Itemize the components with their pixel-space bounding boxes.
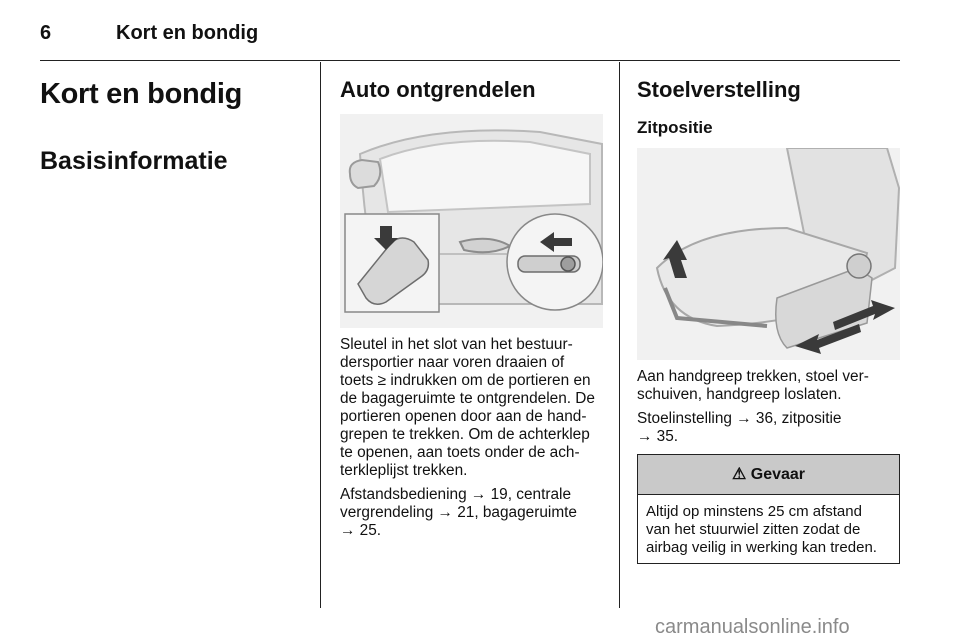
warning-body: [638, 495, 899, 557]
column-divider-left: [320, 62, 321, 608]
warning-header: [638, 455, 899, 495]
cross-reference-line[interactable]: → 35.: [637, 428, 679, 445]
header-rule: [40, 60, 900, 61]
warning-icon: ⚠: [731, 466, 747, 483]
warning-line: Altijd op minstens 25 cm afstand: [646, 503, 862, 520]
unlock-instructions: [340, 336, 610, 546]
danger-warning-box: [637, 454, 900, 564]
seat-cross-reference-paragraph: [637, 410, 900, 446]
chapter-title: Kort en bondig: [40, 78, 242, 110]
text-line: schuiven, handgreep loslaten.: [637, 386, 842, 403]
cross-reference-line[interactable]: vergrendeling → 21, bagageruimte: [340, 504, 577, 521]
car-unlock-illustration: [340, 114, 603, 328]
warning-line: van het stuurwiel zitten zodat de: [646, 521, 861, 538]
page-header: [40, 18, 900, 60]
page-number: 6: [40, 22, 52, 44]
cross-reference-line[interactable]: Stoelinstelling → 36, zitpositie: [637, 410, 842, 427]
text-line: toets ≥ indrukken om de portieren en: [340, 372, 591, 389]
unlock-heading: Auto ontgrendelen: [340, 77, 536, 102]
section-title: Basisinformatie: [40, 147, 228, 175]
seat-paragraph: [637, 368, 900, 404]
seat-heading: Stoelverstelling: [637, 77, 801, 102]
seat-subheading: Zitpositie: [637, 118, 713, 137]
cross-reference-paragraph: [340, 486, 610, 540]
warning-line: airbag veilig in werking kan treden.: [646, 539, 877, 556]
text-line: dersportier naar voren draaien of: [340, 354, 565, 371]
text-line: te openen, aan toets onder de ach-: [340, 444, 580, 461]
column-divider-right: [619, 62, 620, 608]
text-line: de bagageruimte te ontgrendelen. De: [340, 390, 595, 407]
text-line: grepen te trekken. Om de achterklep: [340, 426, 590, 443]
seat-adjust-illustration: [637, 148, 900, 360]
cross-reference-line[interactable]: Afstandsbediening → 19, centrale: [340, 486, 572, 503]
unlock-paragraph: [340, 336, 610, 480]
warning-title: Gevaar: [750, 466, 806, 483]
cross-reference-line[interactable]: → 25.: [340, 522, 382, 539]
text-line: Sleutel in het slot van het bestuur-: [340, 336, 573, 353]
text-line: terkleplijst trekken.: [340, 462, 468, 479]
text-line: portieren openen door aan de hand-: [340, 408, 587, 425]
seat-instructions: [637, 368, 900, 452]
watermark: carmanualsonline.info: [655, 616, 850, 638]
text-line: Aan handgreep trekken, stoel ver-: [637, 368, 869, 385]
running-title: Kort en bondig: [116, 22, 259, 44]
